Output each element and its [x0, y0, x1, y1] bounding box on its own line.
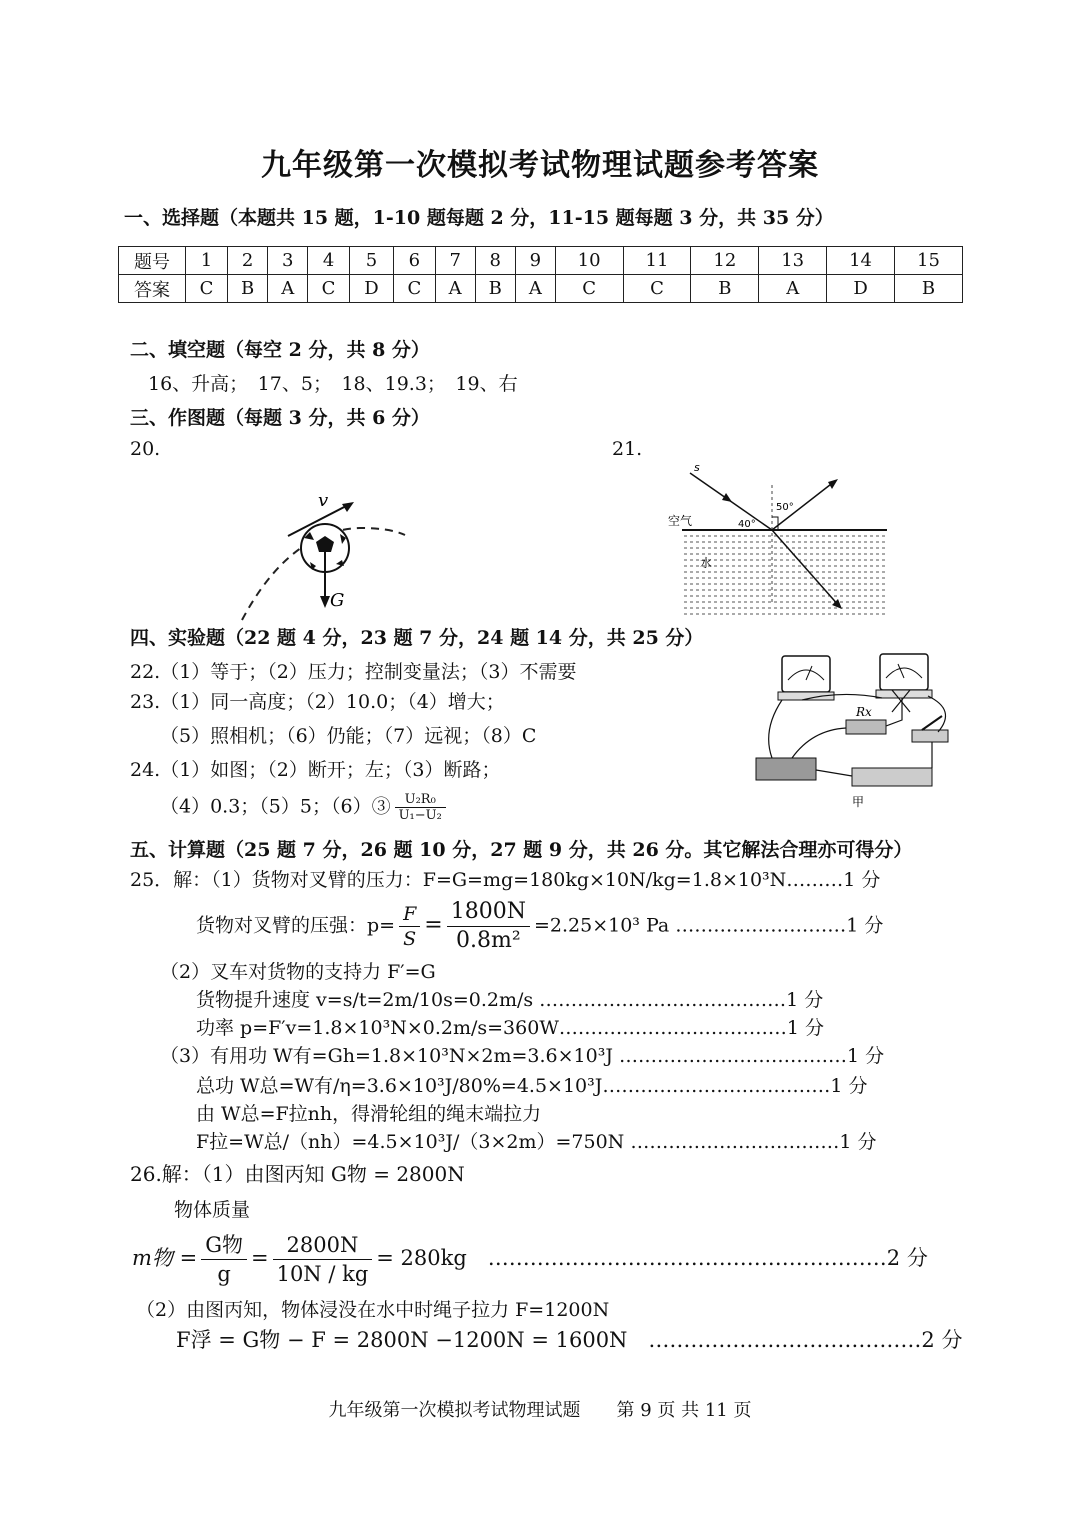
table-cell: 6 [393, 247, 435, 275]
q24-answer-1: 24.（1）如图；（2）断开；左；（3）断路； [130, 759, 501, 781]
table-cell: D [350, 275, 394, 303]
fraction-f-over-s [399, 902, 420, 951]
section-4-heading: 四、实验题（22 题 4 分，23 题 7 分，24 题 14 分，共 25 分） [130, 627, 704, 649]
table-row [119, 275, 963, 303]
table-cell: 15 [894, 247, 962, 275]
figure-24-circuit [752, 650, 962, 810]
fraction-u2r0 [395, 792, 446, 823]
figure-20-ball [230, 480, 420, 630]
table-cell: B [475, 275, 515, 303]
fraction-1800-over-08 [447, 898, 530, 955]
table-cell: C [623, 275, 691, 303]
v-label: v [318, 490, 329, 511]
table-cell: 7 [435, 247, 475, 275]
q25-line-5: 功率 p=F′v=1.8×10³N×0.2m/s=360W………………………………1 分 [196, 1017, 824, 1039]
table-cell: 1 [186, 247, 228, 275]
q26-line-3 [132, 1228, 928, 1288]
row-label: 题号 [119, 247, 186, 275]
fraction-denominator: 10N / kg [276, 1262, 369, 1286]
fraction-g-over-g [201, 1231, 247, 1288]
table-cell: A [759, 275, 827, 303]
q22-answer: 22.（1）等于；（2）压力；控制变量法；（3）不需要 [130, 661, 577, 683]
answer-table [118, 246, 963, 303]
q23-answer-2: （5）照相机；（6）仍能；（7）远视；（8）C [160, 725, 537, 747]
section-1-heading: 一、选择题（本题共 15 题，1-10 题每题 2 分，11-15 题每题 3 分，共 35 分） [124, 207, 834, 229]
table-cell: 2 [227, 247, 267, 275]
q25-line-9: F拉=W总/（nh）=4.5×10³J/（3×2m）=750N ……………………………1 分 [196, 1131, 877, 1153]
table-cell: 4 [308, 247, 350, 275]
q25-line-6: （3）有用功 W有=Gh=1.8×10³N×2m=3.6×10³J ………………………………1 分 [160, 1045, 885, 1067]
q26-line-3-pre: m物 = [132, 1246, 198, 1270]
battery [852, 768, 932, 786]
table-cell: 8 [475, 247, 515, 275]
table-cell: 10 [555, 247, 623, 275]
table-cell: 3 [268, 247, 308, 275]
table-cell: 11 [623, 247, 691, 275]
q25-line-2-post: =2.25×10³ Pa ………………………1 分 [533, 914, 884, 937]
section-3-heading: 三、作图题（每题 3 分，共 6 分） [130, 407, 430, 429]
table-cell: A [435, 275, 475, 303]
angle-40-label: 40° [738, 519, 756, 530]
table-cell: A [268, 275, 308, 303]
resistor-rx [846, 720, 886, 734]
section-2-heading: 二、填空题（每空 2 分，共 8 分） [130, 339, 430, 361]
table-cell: D [827, 275, 895, 303]
q21-label: 21. [612, 438, 643, 460]
fraction-denominator: 0.8m² [456, 928, 521, 953]
fraction-numerator: 2800N [273, 1231, 373, 1260]
table-cell: B [227, 275, 267, 303]
figure-21-refraction [660, 455, 890, 620]
fraction-numerator: U₂R₀ [395, 792, 446, 808]
q26-line-3-post: = 280kg …………………………………………………2 分 [376, 1246, 928, 1270]
table-cell: C [308, 275, 350, 303]
fraction-denominator: U₁−U₂ [398, 808, 442, 823]
page-footer: 九年级第一次模拟考试物理试题 第 9 页 共 11 页 [328, 1400, 752, 1421]
water-label: 水 [700, 556, 713, 570]
table-cell: C [555, 275, 623, 303]
ammeter [880, 654, 928, 690]
s-label: s [694, 461, 700, 474]
angle-50-label: 50° [776, 502, 794, 513]
q26-line-4: （2）由图丙知，物体浸没在水中时绳子拉力 F=1200N [136, 1299, 610, 1321]
table-cell: 13 [759, 247, 827, 275]
table-cell: 5 [350, 247, 394, 275]
switch [912, 730, 948, 742]
q23-answer-1: 23.（1）同一高度；（2）10.0；（4）增大； [130, 691, 505, 713]
equals-sign: = [250, 1246, 269, 1270]
q24-answer-2 [160, 792, 450, 823]
table-row [119, 247, 963, 275]
q25-line-2-pre: 货物对叉臂的压强：p= [196, 914, 396, 937]
q25-line-4: 货物提升速度 v=s/t=2m/10s=0.2m/s …………………………………1 分 [196, 989, 824, 1011]
equals-sign: = [424, 912, 443, 938]
q20-label: 20. [130, 438, 161, 460]
q24-answer-2-text: （4）0.3；（5）5；（6）③ [160, 795, 391, 818]
table-cell: 9 [515, 247, 555, 275]
rx-label: Rx [856, 705, 872, 719]
q26-line-2: 物体质量 [174, 1199, 251, 1221]
table-cell: B [691, 275, 759, 303]
table-cell: C [186, 275, 228, 303]
g-label: G [330, 590, 345, 611]
voltmeter [782, 656, 830, 692]
q25-line-7: 总功 W总=W有/η=3.6×10³J/80%=4.5×10³J………………………………1 分 [196, 1075, 868, 1097]
page-title: 九年级第一次模拟考试物理试题参考答案 [261, 148, 819, 183]
section-5-heading: 五、计算题（25 题 7 分，26 题 10 分，27 题 9 分，共 26 分。其它解法合理亦可得分） [130, 839, 913, 861]
q25-line-3: （2）叉车对货物的支持力 F′=G [160, 961, 436, 983]
fraction-numerator: G物 [201, 1231, 247, 1260]
table-cell: C [393, 275, 435, 303]
rheostat [756, 758, 816, 780]
q26-line-1: 26.解：（1）由图丙知 G物 = 2800N [130, 1162, 465, 1186]
fraction-denominator: g [217, 1262, 231, 1286]
figure-label: 甲 [852, 795, 865, 809]
fraction-denominator: S [403, 928, 417, 950]
air-label: 空气 [668, 514, 693, 528]
q25-line-8: 由 W总=F拉nh，得滑轮组的绳末端拉力 [196, 1103, 542, 1125]
q25-line-2 [196, 898, 883, 955]
table-cell: 12 [691, 247, 759, 275]
table-cell: A [515, 275, 555, 303]
fill-answers: 16、升高； 17、5； 18、19.3； 19、右 [148, 373, 518, 395]
q25-line-1: 25．解：（1）货物对叉臂的压力：F=G=mg=180kg×10N/kg=1.8×10³N………1 分 [130, 869, 881, 891]
fraction-numerator: F [399, 902, 420, 927]
row-label: 答案 [119, 275, 186, 303]
fraction-numerator: 1800N [447, 898, 530, 927]
table-cell: B [894, 275, 962, 303]
water-region [682, 530, 887, 615]
q26-line-5: F浮 = G物 − F = 2800N −1200N = 1600N …………………………………2 分 [176, 1328, 963, 1352]
table-cell: 14 [827, 247, 895, 275]
fraction-2800-over-10 [273, 1231, 373, 1288]
